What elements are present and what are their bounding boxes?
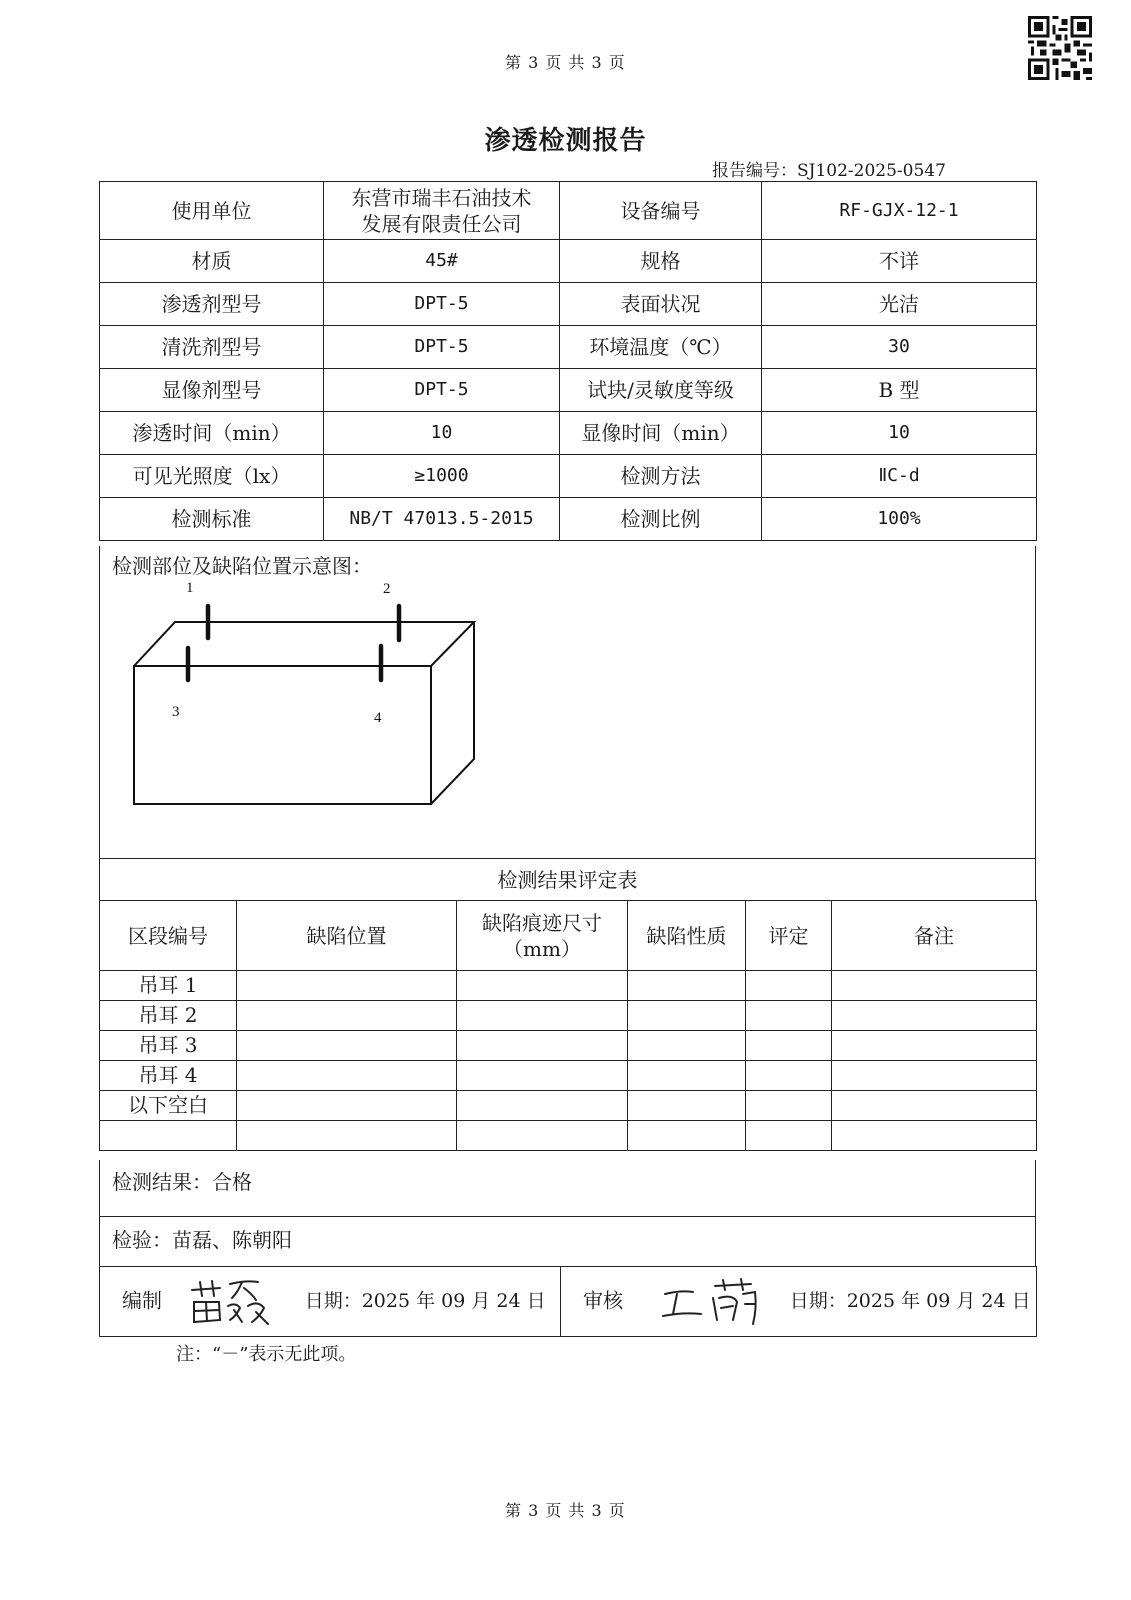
compiled-signature <box>186 1276 286 1328</box>
result-table-title: 检测结果评定表 <box>99 858 1036 901</box>
value-cell: DPT-5 <box>324 326 560 369</box>
inspectors-text: 检验：苗磊、陈朝阳 <box>112 1228 292 1252</box>
label-cell: 表面状况 <box>560 283 762 326</box>
marker-2: 2 <box>383 581 391 597</box>
review-signature <box>659 1276 769 1328</box>
label-cell: 清洗剂型号 <box>100 326 324 369</box>
table-row <box>100 1091 1037 1121</box>
conclusion-row <box>99 1160 1036 1217</box>
page-number-bottom: 第 3 页 共 3 页 <box>505 1501 626 1520</box>
marker-4: 4 <box>374 710 382 726</box>
page-title: 渗透检测报告 <box>484 126 647 156</box>
column-header: 缺陷痕迹尺寸（mm） <box>457 901 628 971</box>
user-unit-value: 东营市瑞丰石油技术发展有限责任公司 <box>324 182 560 240</box>
segment-cell <box>100 1121 237 1151</box>
diagram-section <box>99 546 1036 858</box>
info-table <box>99 181 1037 541</box>
column-header: 缺陷性质 <box>628 901 746 971</box>
table-row <box>100 1001 1037 1031</box>
label-cell: 检测标准 <box>100 498 324 541</box>
label-cell: 设备编号 <box>560 182 762 240</box>
column-header: 备注 <box>832 901 1037 971</box>
table-row <box>100 326 1037 369</box>
table-row <box>100 283 1037 326</box>
column-header: 缺陷位置 <box>237 901 457 971</box>
diagram-label: 检测部位及缺陷位置示意图： <box>112 554 372 578</box>
label-cell: 显像时间（min） <box>560 412 762 455</box>
table-row <box>100 240 1037 283</box>
table-row <box>100 1121 1037 1151</box>
review-cell <box>561 1267 1037 1337</box>
footnote: 注：“－”表示无此项。 <box>176 1344 357 1365</box>
review-date: 日期：2025 年 09 月 24 日 <box>789 1290 1031 1312</box>
label-cell: 试块/灵敏度等级 <box>560 369 762 412</box>
table-row <box>100 455 1037 498</box>
result-table <box>99 900 1037 1151</box>
value-cell: NB/T 47013.5-2015 <box>324 498 560 541</box>
segment-cell: 吊耳 2 <box>100 1001 237 1031</box>
value-cell: 30 <box>762 326 1037 369</box>
compiled-cell <box>100 1267 561 1337</box>
table-row <box>100 1031 1037 1061</box>
value-cell: 不详 <box>762 240 1037 283</box>
label-cell: 渗透时间（min） <box>100 412 324 455</box>
column-header: 区段编号 <box>100 901 237 971</box>
signoff-row <box>99 1266 1037 1337</box>
box-top-face <box>134 622 474 666</box>
label-cell: 渗透剂型号 <box>100 283 324 326</box>
value-cell: 45# <box>324 240 560 283</box>
table-header-row <box>100 901 1037 971</box>
table-row <box>100 412 1037 455</box>
conclusion-text: 检测结果：合格 <box>112 1170 252 1194</box>
label-cell: 环境温度（℃） <box>560 326 762 369</box>
inspector-row <box>99 1216 1036 1267</box>
marker-3: 3 <box>172 704 180 720</box>
compiled-label: 编制 <box>122 1288 162 1312</box>
value-cell: 10 <box>762 412 1037 455</box>
value-cell: DPT-5 <box>324 283 560 326</box>
segment-cell: 以下空白 <box>100 1091 237 1121</box>
report-number: 报告编号：SJ102-2025-0547 <box>712 161 946 181</box>
label-cell: 可见光照度（lx） <box>100 455 324 498</box>
compiled-date: 日期：2025 年 09 月 24 日 <box>304 1290 546 1312</box>
label-cell: 显像剂型号 <box>100 369 324 412</box>
label-cell: 规格 <box>560 240 762 283</box>
value-cell: DPT-5 <box>324 369 560 412</box>
table-row <box>100 971 1037 1001</box>
value-cell: 100% <box>762 498 1037 541</box>
box-front-face <box>134 666 431 804</box>
label-cell: 材质 <box>100 240 324 283</box>
value-cell: RF-GJX-12-1 <box>762 182 1037 240</box>
review-label: 审核 <box>583 1288 623 1312</box>
value-cell: ⅡC-d <box>762 455 1037 498</box>
label-cell: 检测比例 <box>560 498 762 541</box>
value-cell: B 型 <box>762 369 1037 412</box>
box-side-face <box>431 622 474 804</box>
label-cell: 使用单位 <box>100 182 324 240</box>
marker-1: 1 <box>186 580 194 596</box>
column-header: 评定 <box>746 901 832 971</box>
table-row <box>100 182 1037 240</box>
page-number-top: 第 3 页 共 3 页 <box>505 53 626 72</box>
qr-code-icon <box>1028 16 1092 80</box>
value-cell: 光洁 <box>762 283 1037 326</box>
value-cell: ≥1000 <box>324 455 560 498</box>
label-cell: 检测方法 <box>560 455 762 498</box>
table-row <box>100 1061 1037 1091</box>
table-row <box>100 498 1037 541</box>
box-sketch-diagram <box>100 546 1035 858</box>
value-cell: 10 <box>324 412 560 455</box>
segment-cell: 吊耳 3 <box>100 1031 237 1061</box>
segment-cell: 吊耳 1 <box>100 971 237 1001</box>
table-row <box>100 369 1037 412</box>
segment-cell: 吊耳 4 <box>100 1061 237 1091</box>
